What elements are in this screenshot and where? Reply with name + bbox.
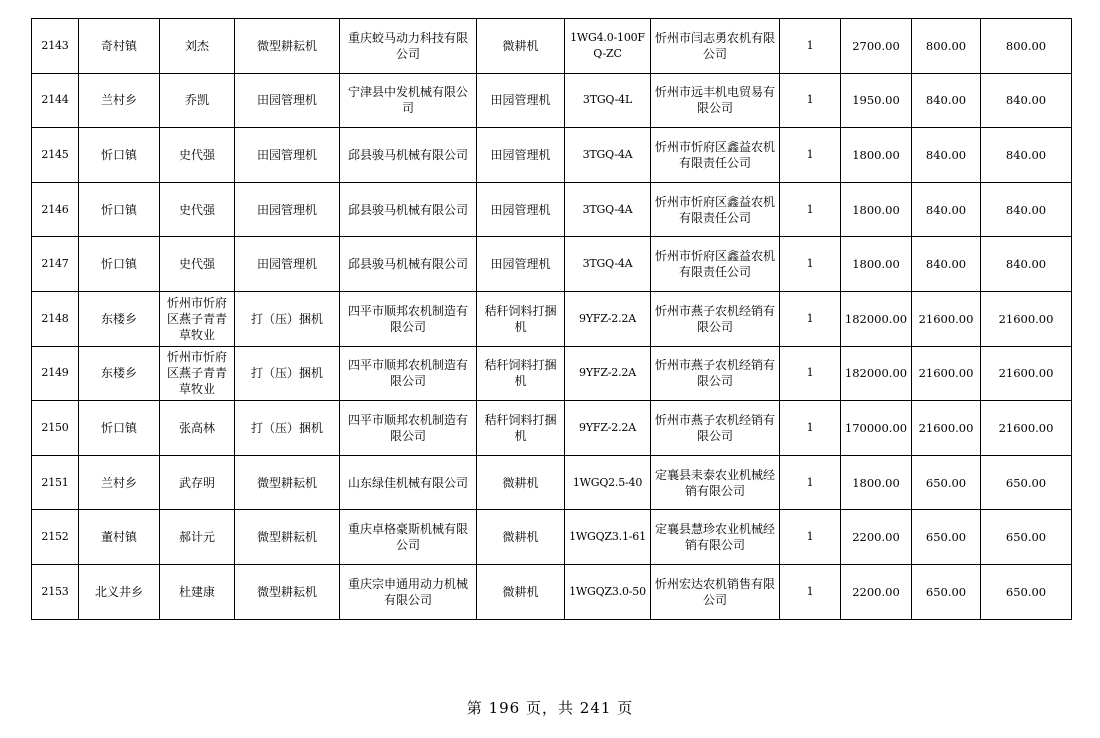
- cell-product-name: 微耕机: [477, 564, 565, 619]
- cell-row-number: 2152: [32, 510, 79, 565]
- cell-recipient: 刘杰: [160, 19, 235, 74]
- cell-model: 3TGQ-4A: [565, 128, 651, 183]
- cell-model: 3TGQ-4A: [565, 182, 651, 237]
- cell-township: 忻口镇: [79, 237, 160, 292]
- cell-sale-price: 1950.00: [841, 73, 912, 128]
- cell-recipient: 史代强: [160, 128, 235, 183]
- cell-dealer: 忻州市忻府区鑫益农机有限责任公司: [651, 182, 780, 237]
- cell-total-subsidy: 21600.00: [981, 346, 1072, 401]
- cell-row-number: 2153: [32, 564, 79, 619]
- cell-quantity: 1: [780, 19, 841, 74]
- cell-dealer: 忻州市燕子农机经销有限公司: [651, 346, 780, 401]
- cell-dealer: 定襄县慧珍农业机械经销有限公司: [651, 510, 780, 565]
- cell-machine-category: 田园管理机: [235, 73, 340, 128]
- cell-manufacturer: 邱县骏马机械有限公司: [340, 237, 477, 292]
- table-row: [32, 564, 1072, 619]
- cell-quantity: 1: [780, 128, 841, 183]
- cell-township: 忻口镇: [79, 182, 160, 237]
- cell-machine-category: 微型耕耘机: [235, 510, 340, 565]
- cell-township: 忻口镇: [79, 128, 160, 183]
- cell-recipient: 杜建康: [160, 564, 235, 619]
- cell-quantity: 1: [780, 237, 841, 292]
- cell-total-subsidy: 840.00: [981, 128, 1072, 183]
- cell-row-number: 2151: [32, 455, 79, 510]
- cell-machine-category: 微型耕耘机: [235, 564, 340, 619]
- table-row: [32, 19, 1072, 74]
- cell-row-number: 2150: [32, 401, 79, 456]
- cell-quantity: 1: [780, 510, 841, 565]
- cell-product-name: 田园管理机: [477, 182, 565, 237]
- cell-quantity: 1: [780, 182, 841, 237]
- cell-product-name: 秸秆饲料打捆机: [477, 401, 565, 456]
- cell-dealer: 忻州市忻府区鑫益农机有限责任公司: [651, 237, 780, 292]
- cell-total-subsidy: 21600.00: [981, 291, 1072, 346]
- cell-quantity: 1: [780, 73, 841, 128]
- cell-dealer: 忻州市燕子农机经销有限公司: [651, 401, 780, 456]
- cell-recipient: 乔凯: [160, 73, 235, 128]
- cell-model: 9YFZ-2.2A: [565, 401, 651, 456]
- cell-machine-category: 微型耕耘机: [235, 19, 340, 74]
- cell-row-number: 2147: [32, 237, 79, 292]
- cell-dealer: 忻州市远丰机电贸易有限公司: [651, 73, 780, 128]
- cell-model: 1WGQZ3.1-61: [565, 510, 651, 565]
- cell-sale-price: 2700.00: [841, 19, 912, 74]
- cell-sale-price: 1800.00: [841, 182, 912, 237]
- table-row: [32, 510, 1072, 565]
- cell-central-subsidy: 800.00: [912, 19, 981, 74]
- table-body: [32, 19, 1072, 620]
- cell-manufacturer: 山东绿佳机械有限公司: [340, 455, 477, 510]
- cell-product-name: 微耕机: [477, 19, 565, 74]
- cell-machine-category: 田园管理机: [235, 237, 340, 292]
- cell-model: 9YFZ-2.2A: [565, 291, 651, 346]
- cell-total-subsidy: 840.00: [981, 237, 1072, 292]
- cell-central-subsidy: 21600.00: [912, 346, 981, 401]
- cell-dealer: 忻州市燕子农机经销有限公司: [651, 291, 780, 346]
- cell-total-subsidy: 21600.00: [981, 401, 1072, 456]
- cell-central-subsidy: 840.00: [912, 182, 981, 237]
- cell-product-name: 田园管理机: [477, 237, 565, 292]
- cell-sale-price: 182000.00: [841, 291, 912, 346]
- cell-manufacturer: 四平市顺邦农机制造有限公司: [340, 346, 477, 401]
- cell-quantity: 1: [780, 346, 841, 401]
- cell-township: 兰村乡: [79, 73, 160, 128]
- cell-quantity: 1: [780, 291, 841, 346]
- cell-row-number: 2149: [32, 346, 79, 401]
- cell-machine-category: 打（压）捆机: [235, 291, 340, 346]
- cell-model: 9YFZ-2.2A: [565, 346, 651, 401]
- cell-machine-category: 田园管理机: [235, 128, 340, 183]
- cell-central-subsidy: 840.00: [912, 128, 981, 183]
- cell-township: 东楼乡: [79, 291, 160, 346]
- cell-central-subsidy: 21600.00: [912, 291, 981, 346]
- cell-central-subsidy: 650.00: [912, 455, 981, 510]
- cell-township: 忻口镇: [79, 401, 160, 456]
- cell-central-subsidy: 840.00: [912, 73, 981, 128]
- cell-machine-category: 打（压）捆机: [235, 401, 340, 456]
- cell-recipient: 张高林: [160, 401, 235, 456]
- table-row: [32, 291, 1072, 346]
- cell-total-subsidy: 840.00: [981, 73, 1072, 128]
- cell-manufacturer: 宁津县中发机械有限公司: [340, 73, 477, 128]
- cell-dealer: 定襄县耒泰农业机械经销有限公司: [651, 455, 780, 510]
- cell-model: 3TGQ-4A: [565, 237, 651, 292]
- cell-quantity: 1: [780, 401, 841, 456]
- cell-machine-category: 微型耕耘机: [235, 455, 340, 510]
- cell-sale-price: 182000.00: [841, 346, 912, 401]
- cell-quantity: 1: [780, 455, 841, 510]
- cell-product-name: 微耕机: [477, 455, 565, 510]
- cell-product-name: 田园管理机: [477, 128, 565, 183]
- cell-model: 1WGQ2.5-40: [565, 455, 651, 510]
- cell-row-number: 2144: [32, 73, 79, 128]
- cell-dealer: 忻州宏达农机销售有限公司: [651, 564, 780, 619]
- cell-township: 董村镇: [79, 510, 160, 565]
- current-page-number: 196: [488, 699, 521, 717]
- cell-township: 北义井乡: [79, 564, 160, 619]
- cell-recipient: 忻州市忻府区燕子青青草牧业: [160, 291, 235, 346]
- cell-township: 兰村乡: [79, 455, 160, 510]
- cell-total-subsidy: 650.00: [981, 510, 1072, 565]
- cell-township: 奇村镇: [79, 19, 160, 74]
- cell-dealer: 忻州市忻府区鑫益农机有限责任公司: [651, 128, 780, 183]
- cell-recipient: 武存明: [160, 455, 235, 510]
- footer-suffix: 页: [617, 699, 634, 717]
- table-row: [32, 401, 1072, 456]
- cell-recipient: 忻州市忻府区燕子青青草牧业: [160, 346, 235, 401]
- cell-model: 1WG4.0-100FQ-ZC: [565, 19, 651, 74]
- cell-sale-price: 170000.00: [841, 401, 912, 456]
- cell-manufacturer: 重庆宗申通用动力机械有限公司: [340, 564, 477, 619]
- cell-total-subsidy: 800.00: [981, 19, 1072, 74]
- cell-manufacturer: 邱县骏马机械有限公司: [340, 128, 477, 183]
- cell-product-name: 田园管理机: [477, 73, 565, 128]
- cell-product-name: 秸秆饲料打捆机: [477, 291, 565, 346]
- table-row: [32, 346, 1072, 401]
- cell-manufacturer: 重庆卓格豪斯机械有限公司: [340, 510, 477, 565]
- cell-sale-price: 1800.00: [841, 455, 912, 510]
- table-row: [32, 455, 1072, 510]
- cell-central-subsidy: 650.00: [912, 564, 981, 619]
- footer-mid: 页，共: [525, 699, 574, 717]
- table-row: [32, 128, 1072, 183]
- cell-sale-price: 1800.00: [841, 237, 912, 292]
- cell-manufacturer: 四平市顺邦农机制造有限公司: [340, 401, 477, 456]
- cell-product-name: 微耕机: [477, 510, 565, 565]
- cell-total-subsidy: 650.00: [981, 455, 1072, 510]
- page-footer: [0, 697, 1100, 718]
- cell-model: 1WGQZ3.0-50: [565, 564, 651, 619]
- cell-row-number: 2145: [32, 128, 79, 183]
- cell-sale-price: 2200.00: [841, 510, 912, 565]
- cell-manufacturer: 邱县骏马机械有限公司: [340, 182, 477, 237]
- cell-recipient: 史代强: [160, 182, 235, 237]
- cell-recipient: 史代强: [160, 237, 235, 292]
- cell-machine-category: 打（压）捆机: [235, 346, 340, 401]
- subsidy-table: [31, 18, 1072, 620]
- cell-row-number: 2143: [32, 19, 79, 74]
- cell-row-number: 2146: [32, 182, 79, 237]
- table-row: [32, 73, 1072, 128]
- cell-model: 3TGQ-4L: [565, 73, 651, 128]
- cell-central-subsidy: 840.00: [912, 237, 981, 292]
- cell-product-name: 秸秆饲料打捆机: [477, 346, 565, 401]
- cell-central-subsidy: 21600.00: [912, 401, 981, 456]
- total-pages-number: 241: [579, 699, 612, 717]
- table-row: [32, 182, 1072, 237]
- cell-central-subsidy: 650.00: [912, 510, 981, 565]
- cell-dealer: 忻州市闫志勇农机有限公司: [651, 19, 780, 74]
- cell-machine-category: 田园管理机: [235, 182, 340, 237]
- cell-township: 东楼乡: [79, 346, 160, 401]
- cell-quantity: 1: [780, 564, 841, 619]
- cell-sale-price: 1800.00: [841, 128, 912, 183]
- table-row: [32, 237, 1072, 292]
- cell-manufacturer: 重庆蛟马动力科技有限公司: [340, 19, 477, 74]
- cell-total-subsidy: 650.00: [981, 564, 1072, 619]
- cell-sale-price: 2200.00: [841, 564, 912, 619]
- cell-manufacturer: 四平市顺邦农机制造有限公司: [340, 291, 477, 346]
- cell-total-subsidy: 840.00: [981, 182, 1072, 237]
- cell-recipient: 郝计元: [160, 510, 235, 565]
- cell-row-number: 2148: [32, 291, 79, 346]
- footer-prefix: 第: [466, 699, 483, 717]
